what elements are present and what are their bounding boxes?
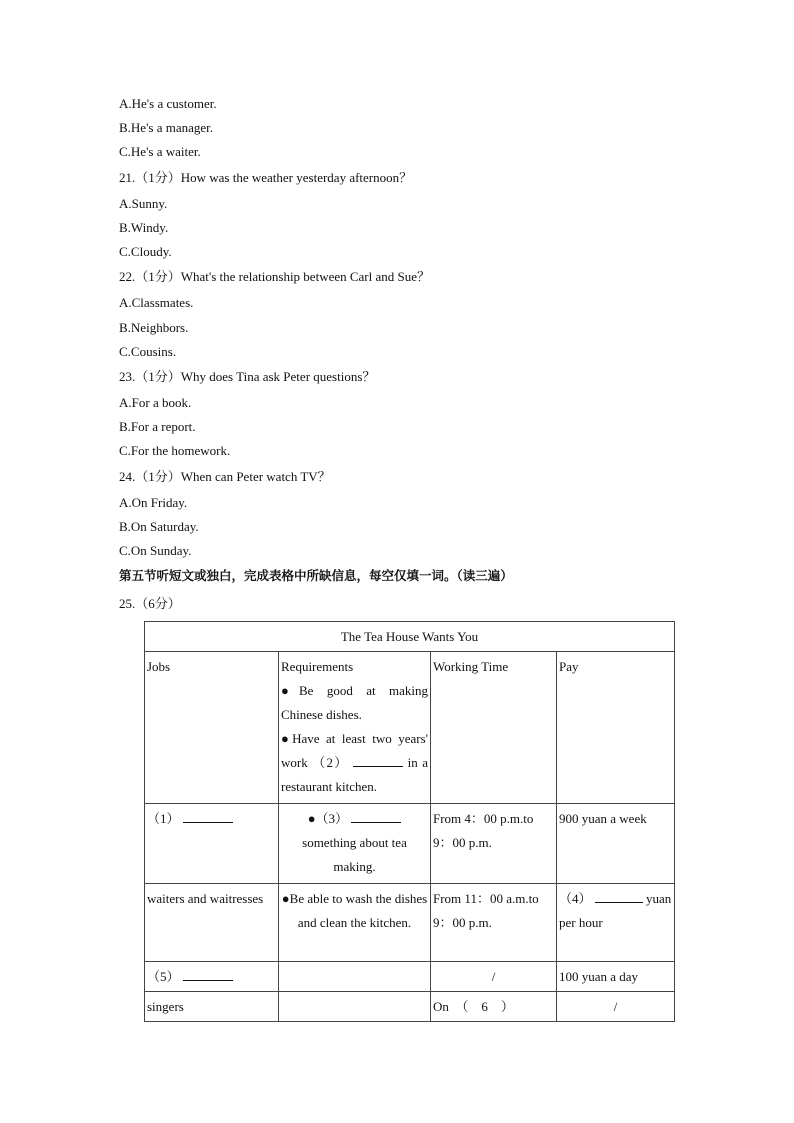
q22-option-b: B.Neighbors. <box>119 320 189 335</box>
header-jobs: Jobs <box>145 652 279 804</box>
question-22: 22.（1分）What's the relationship between Carl and Sue？ <box>119 269 431 284</box>
row3-pay <box>557 884 675 962</box>
row2-job <box>145 804 279 884</box>
row3-pay-pre: （4） <box>559 891 592 906</box>
row3-job: waiters and waitresses <box>145 884 279 962</box>
row5-working-time: On （ 6 ） <box>431 992 557 1022</box>
cook-requirement-2-post: in a restaurant kitchen. <box>281 755 429 794</box>
cook-requirement-2 <box>281 727 428 799</box>
q20-option-b: B.He's a manager. <box>119 120 214 135</box>
q23-option-c: C.For the homework. <box>119 443 231 458</box>
q21-option-b: B.Windy. <box>119 220 169 235</box>
tea-house-table <box>144 621 675 1022</box>
blank-4[interactable] <box>595 888 643 903</box>
table-title: The Tea House Wants You <box>145 622 675 652</box>
row2-pay: 900 yuan a week <box>557 804 675 884</box>
q20-option-c: C.He's a waiter. <box>119 144 201 159</box>
row5-pay: / <box>557 992 675 1022</box>
question-23: 23.（1分）Why does Tina ask Peter questions？ <box>119 369 376 384</box>
q24-option-c: C.On Sunday. <box>119 543 192 558</box>
row4-working-time: / <box>431 962 557 992</box>
question-25-label: 25.（6分） <box>119 596 181 611</box>
row5-job: singers <box>145 992 279 1022</box>
q23-option-b: B.For a report. <box>119 419 196 434</box>
row4-requirement <box>279 962 431 992</box>
q22-option-c: C.Cousins. <box>119 344 177 359</box>
q21-option-a: A.Sunny. <box>119 196 168 211</box>
row4-job-label: （5） <box>147 969 180 984</box>
row2-working-time: From 4：00 p.m.to 9：00 p.m. <box>431 804 557 884</box>
cook-requirement-1: ●Be good at making Chinese dishes. <box>281 683 428 722</box>
row4-pay: 100 yuan a day <box>557 962 675 992</box>
question-24: 24.（1分）When can Peter watch TV？ <box>119 469 331 484</box>
row2-req-pre: ●（3） <box>307 811 349 826</box>
blank-2[interactable] <box>353 752 403 767</box>
q20-option-a: A.He's a customer. <box>119 96 217 111</box>
blank-5[interactable] <box>183 966 233 981</box>
row3-requirement: ●Be able to wash the dishes and clean the kitchen. <box>279 884 431 962</box>
header-working-time: Working Time <box>431 652 557 804</box>
row2-job-label: （1） <box>147 811 180 826</box>
row2-req-post: something about tea making. <box>302 835 407 874</box>
q21-option-c: C.Cloudy. <box>119 244 172 259</box>
cook-requirement-2-pre: ●Have at least two years' work （2） <box>281 731 428 770</box>
blank-3[interactable] <box>351 808 401 823</box>
row5-requirement <box>279 992 431 1022</box>
q24-option-b: B.On Saturday. <box>119 519 199 534</box>
q22-option-a: A.Classmates. <box>119 295 194 310</box>
q24-option-a: A.On Friday. <box>119 495 188 510</box>
header-pay: Pay <box>557 652 675 804</box>
row4-job <box>145 962 279 992</box>
section-heading: 第五节听短文或独白，完成表格中所缺信息，每空仅填一词。（读三遍） <box>119 568 513 583</box>
question-21: 21.（1分）How was the weather yesterday afternoon？ <box>119 170 413 185</box>
blank-1[interactable] <box>183 808 233 823</box>
header-requirements <box>279 652 431 804</box>
requirements-label: Requirements <box>281 659 354 674</box>
row3-working-time: From 11：00 a.m.to 9：00 p.m. <box>431 884 557 962</box>
row3-pay-post: yuan per hour <box>559 891 672 930</box>
row2-requirement <box>279 804 431 884</box>
q23-option-a: A.For a book. <box>119 395 192 410</box>
